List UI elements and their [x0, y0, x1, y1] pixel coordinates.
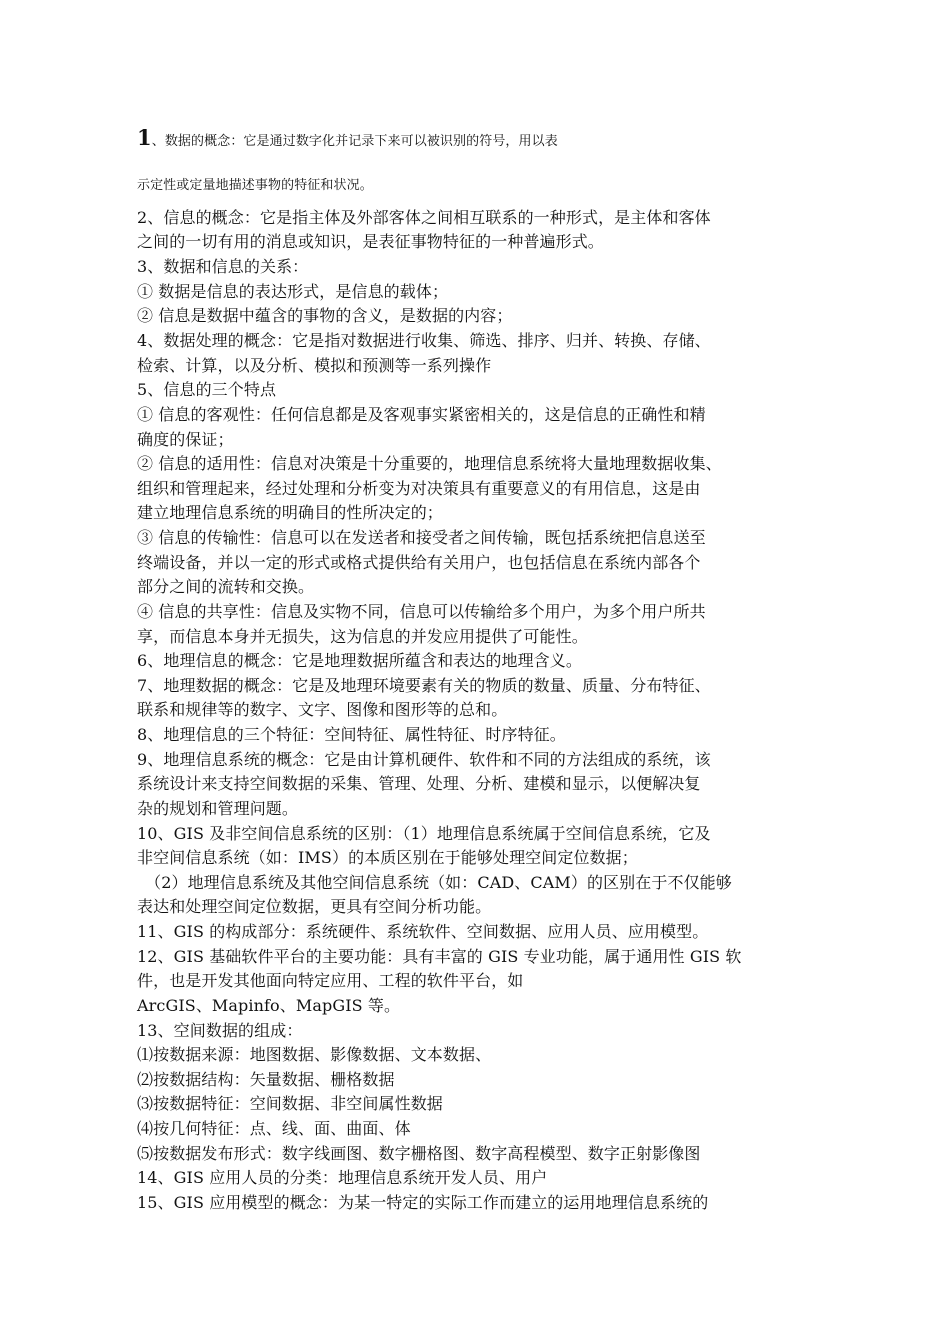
text-line: 建立地理信息系统的明确目的性所决定的；	[137, 503, 443, 522]
paragraph-1-line-2: 示定性或定量地描述事物的特征和状况。	[137, 178, 373, 193]
text-line: ArcGIS、Mapinfo、MapGIS 等。	[137, 996, 401, 1015]
text-line: 件，也是开发其他面向特定应用、工程的软件平台，如	[137, 971, 524, 990]
text-line: （2）地理信息系统及其他空间信息系统（如：CAD、CAM）的区别在于不仅能够	[137, 873, 732, 892]
text-line: 2、信息的概念：它是指主体及外部客体之间相互联系的一种形式，是主体和客体	[137, 208, 711, 227]
text-line: 非空间信息系统（如：IMS）的本质区别在于能够处理空间定位数据；	[137, 848, 638, 867]
paragraph-1-line-1-text: 、数据的概念：它是通过数字化并记录下来可以被识别的符号，用以表	[151, 134, 558, 149]
text-line: 3、数据和信息的关系：	[137, 257, 309, 276]
text-line: ⑸按数据发布形式：数字线画图、数字栅格图、数字高程模型、数字正射影像图	[137, 1144, 701, 1163]
text-line: ① 数据是信息的表达形式，是信息的载体；	[137, 282, 449, 301]
text-line: ⑵按数据结构：矢量数据、栅格数据	[137, 1070, 395, 1089]
paragraph-1-line-1	[137, 125, 558, 151]
text-line: 6、地理信息的概念：它是地理数据所蕴含和表达的地理含义。	[137, 651, 582, 670]
text-line: ① 信息的客观性：任何信息都是及客观事实紧密相关的，这是信息的正确性和精	[137, 405, 706, 424]
text-line: 4、数据处理的概念：它是指对数据进行收集、筛选、排序、归并、转换、存储、	[137, 331, 711, 350]
text-line: 12、GIS 基础软件平台的主要功能：具有丰富的 GIS 专业功能，属于通用性 GIS 软	[137, 947, 742, 966]
text-line: 组织和管理起来，经过处理和分析变为对决策具有重要意义的有用信息，这是由	[137, 479, 701, 498]
text-line: ③ 信息的传输性：信息可以在发送者和接受者之间传输，既包括系统把信息送至	[137, 528, 706, 547]
text-line: 检索、计算，以及分析、模拟和预测等一系列操作	[137, 356, 492, 375]
text-line: 7、地理数据的概念：它是及地理环境要素有关的物质的数量、质量、分布特征、	[137, 676, 711, 695]
text-line: 11、GIS 的构成部分：系统硬件、系统软件、空间数据、应用人员、应用模型。	[137, 922, 709, 941]
text-line: 10、GIS 及非空间信息系统的区别：（1）地理信息系统属于空间信息系统，它及	[137, 824, 711, 843]
text-line: ⑶按数据特征：空间数据、非空间属性数据	[137, 1094, 443, 1113]
text-line: 9、地理信息系统的概念：它是由计算机硬件、软件和不同的方法组成的系统，该	[137, 750, 711, 769]
text-line: 之间的一切有用的消息或知识，是表征事物特征的一种普遍形式。	[137, 232, 604, 251]
text-line: 8、地理信息的三个特征：空间特征、属性特征、时序特征。	[137, 725, 566, 744]
text-line: 部分之间的流转和交换。	[137, 577, 315, 596]
text-line: 终端设备，并以一定的形式或格式提供给有关用户，也包括信息在系统内部各个	[137, 553, 701, 572]
text-line: 杂的规划和管理问题。	[137, 799, 299, 818]
text-line: 联系和规律等的数字、文字、图像和图形等的总和。	[137, 700, 508, 719]
text-line: ⑴按数据来源：地图数据、影像数据、文本数据、	[137, 1045, 492, 1064]
text-line: ② 信息是数据中蕴含的事物的含义，是数据的内容；	[137, 306, 513, 325]
text-line: ④ 信息的共享性：信息及实物不同，信息可以传输给多个用户，为多个用户所共	[137, 602, 706, 621]
text-line: 享，而信息本身并无损失，这为信息的并发应用提供了可能性。	[137, 627, 588, 646]
text-line: 15、GIS 应用模型的概念：为某一特定的实际工作而建立的运用地理信息系统的	[137, 1193, 709, 1212]
text-line: 14、GIS 应用人员的分类：地理信息系统开发人员、用户	[137, 1168, 548, 1187]
text-line: 系统设计来支持空间数据的采集、管理、处理、分析、建模和显示，以便解决复	[137, 774, 701, 793]
text-line: 确度的保证；	[137, 430, 234, 449]
text-line: 13、空间数据的组成：	[137, 1021, 303, 1040]
text-line: ⑷按几何特征：点、线、面、曲面、体	[137, 1119, 411, 1138]
paragraph-1-number: 1	[137, 125, 152, 150]
text-line: ② 信息的适用性：信息对决策是十分重要的，地理信息系统将大量地理数据收集、	[137, 454, 722, 473]
text-line: 表达和处理空间定位数据，更具有空间分析功能。	[137, 897, 492, 916]
text-line: 5、信息的三个特点	[137, 380, 277, 399]
